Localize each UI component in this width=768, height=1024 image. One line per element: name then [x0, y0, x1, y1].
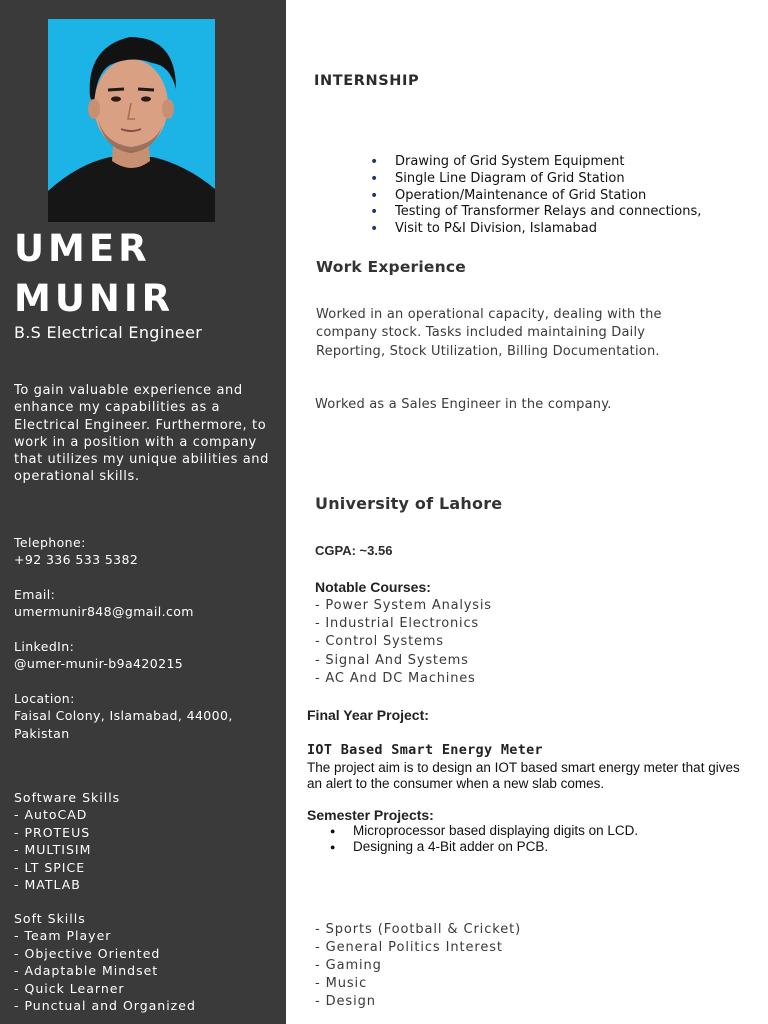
list-item: - Quick Learner [14, 980, 125, 996]
list-item: - Gaming [315, 958, 382, 974]
course-list [315, 597, 492, 688]
list-item: • Drawing of Grid System Equipment [370, 154, 701, 171]
list-item: - AC And DC Machines [315, 670, 476, 686]
degree-title: B.S Electrical Engineer [14, 323, 203, 342]
list-item: - General Politics Interest [315, 940, 503, 956]
work-entry-2: Worked as a Sales Engineer in the company. [315, 397, 612, 412]
list-item: - Team Player [14, 928, 112, 944]
list-item: • Single Line Diagram of Grid Station [370, 171, 701, 188]
work-experience-heading: Work Experience [316, 258, 466, 276]
list-item: - MULTISIM [14, 842, 92, 858]
notable-courses-heading: Notable Courses: [315, 579, 431, 595]
soft-skills [14, 910, 196, 1014]
objective-text: To gain valuable experience and enhance my capabilities as a Electrical Engineer. Furthermore, to work in a position with a company that utilizes my unique abilities and operational skills. [14, 383, 269, 485]
list-item: • Visit to P&I Division, Islamabad [370, 221, 701, 238]
first-name: UMER [14, 227, 151, 270]
list-item: - PROTEUS [14, 824, 91, 840]
internship-list [370, 154, 701, 238]
list-item: - Signal And Systems [315, 652, 469, 668]
list-item: ● Microprocessor based displaying digits on LCD. [330, 823, 638, 839]
list-item: - AutoCAD [14, 807, 88, 823]
final-year-project-heading: Final Year Project: [307, 707, 429, 723]
list-item: - Adaptable Mindset [14, 963, 159, 979]
linkedin-block [14, 638, 183, 673]
telephone-label: Telephone: [14, 535, 86, 550]
semester-projects-list [330, 823, 638, 856]
sidebar [0, 0, 286, 1024]
software-skills-title: Software Skills [14, 790, 121, 805]
list-item: • Operation/Maintenance of Grid Station [370, 188, 701, 205]
telephone-value: +92 336 533 5382 [14, 552, 139, 568]
email-block [14, 586, 194, 621]
university-heading: University of Lahore [315, 494, 503, 513]
list-item: - Control Systems [315, 634, 444, 650]
location-value: Faisal Colony, Islamabad, 44000, Pakistan [14, 708, 233, 741]
list-item: - MATLAB [14, 877, 81, 893]
linkedin-value: @umer-munir-b9a420215 [14, 656, 184, 672]
email-value: umermunir848@gmail.com [14, 604, 194, 620]
email-label: Email: [14, 587, 56, 602]
last-name: MUNIR [14, 277, 175, 320]
soft-skills-title: Soft Skills [14, 911, 86, 926]
work-entry-1: Worked in an operational capacity, dealing with the company stock. Tasks included maintaining Daily Reporting, Stock Utilization, Billing Documentation. [316, 307, 662, 359]
project-description: The project aim is to design an IOT based smart energy meter that gives an alert to the consumer when a new slab comes. [307, 760, 740, 791]
hobbies-list [315, 921, 521, 1011]
list-item: - LT SPICE [14, 859, 86, 875]
list-item: - Punctual and Organized [14, 998, 196, 1014]
profile-photo [48, 19, 215, 222]
location-block [14, 690, 264, 742]
project-title: IOT Based Smart Energy Meter [307, 742, 543, 758]
list-item: - Sports (Football & Cricket) [315, 922, 522, 937]
linkedin-label: LinkedIn: [14, 639, 75, 654]
list-item: - Design [315, 994, 376, 1010]
list-item: • Testing of Transformer Relays and connections, [370, 204, 701, 221]
semester-projects-heading: Semester Projects: [307, 807, 434, 823]
list-item: - Objective Oriented [14, 945, 161, 961]
list-item: - Industrial Electronics [315, 616, 479, 632]
location-label: Location: [14, 691, 75, 706]
internship-heading: INTERNSHIP [314, 73, 420, 89]
list-item: ● Designing a 4-Bit adder on PCB. [330, 839, 638, 855]
list-item: - Music [315, 976, 368, 992]
list-item: - Power System Analysis [315, 598, 492, 613]
software-skills [14, 789, 120, 893]
cgpa: CGPA: ~3.56 [315, 543, 393, 558]
telephone-block [14, 534, 138, 569]
